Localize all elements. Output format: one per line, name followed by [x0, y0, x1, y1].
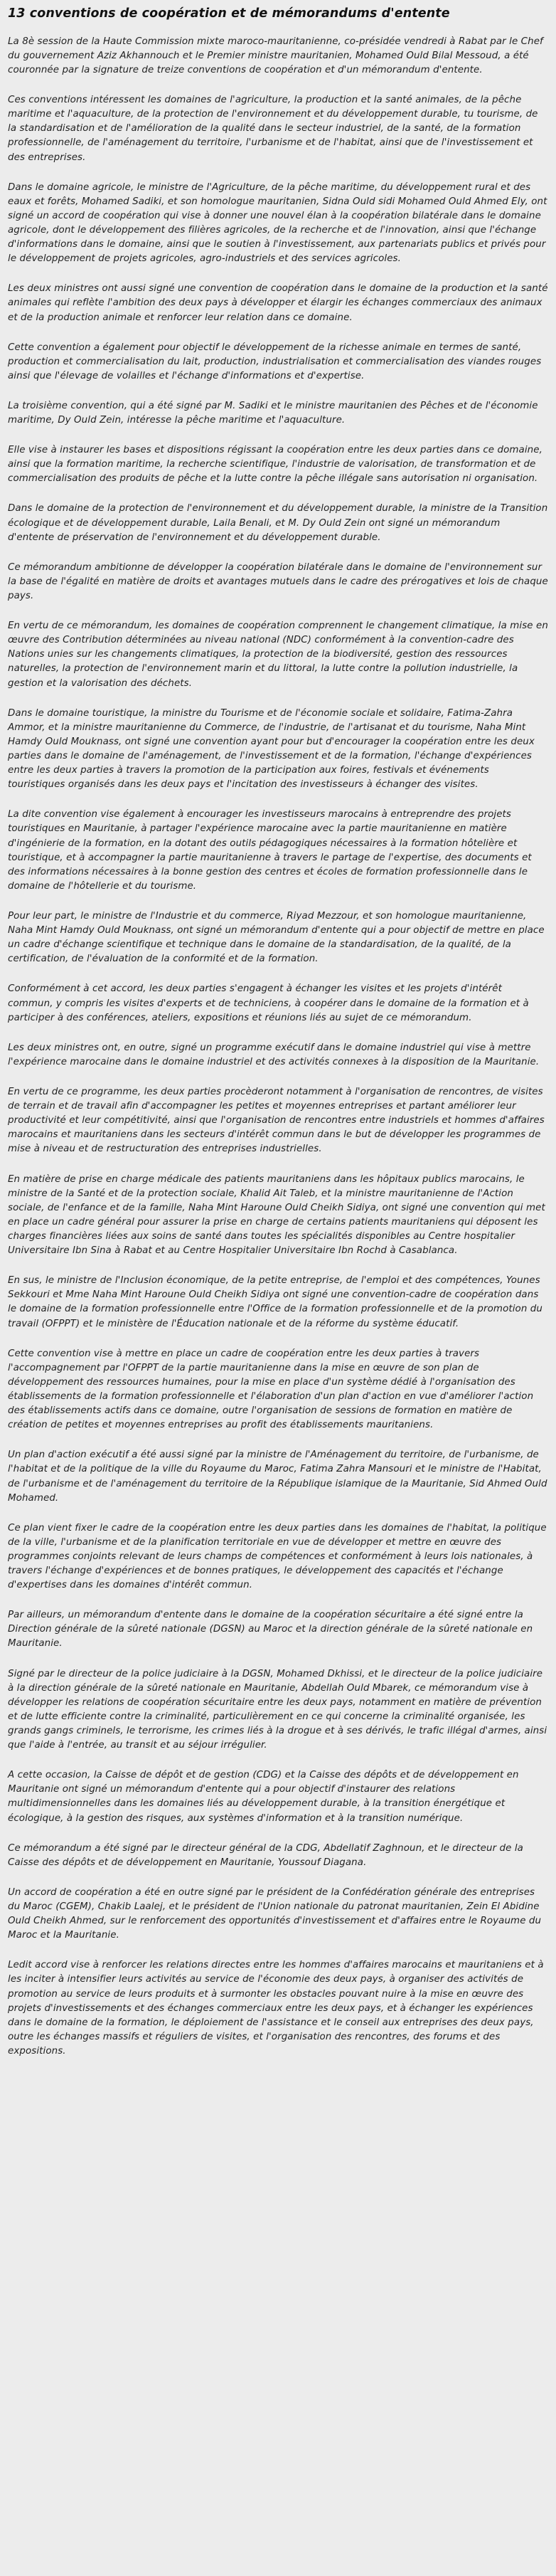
article-paragraph: Dans le domaine agricole, le ministre de l'Agriculture, de la pêche maritime, du développement rural et des eaux et forêts, Mohamed Sadiki, et son homologue mauritanien, Sidna Ould sidi Mohamed Ould Ahmed Ely, ont signé un accord de coopération qui vise à donner une nouvel élan à la coopération bilatérale dans le domaine agricole, dont le développement des filières agricoles, de la recherche et de l'innovation, ainsi que l'échange d'informations dans le domaine, ainsi que le soutien à l'investissement, aux partenariats publics et privés pour le développement de projets agricoles, agro-industriels et des services agricoles.	[8, 181, 547, 265]
article-paragraph: Ledit accord vise à renforcer les relations directes entre les hommes d'affaires marocains et mauritaniens et à les inciter à intensifier leurs activités au service de l'économie des deux pays, à organiser des activités de promotion au service de leurs produits et à surmonter les obstacles pouvant nuire à la mise en œuvre des projets d'investissements et des échanges commerciaux entre les deux pays, et à échanger les expériences dans le domaine de la formation, le déploiement de l'assistance et le conseil aux entreprises des deux pays, outre les échanges massifs et réguliers de visites, et l'organisation des rencontres, des forums et des expositions.	[8, 1960, 544, 2057]
article-paragraph: La dite convention vise également à encourager les investisseurs marocains à entreprendre des projets touristiques en Mauritanie, à partager l'expérience marocaine avec la partie mauritanienne en matière d'ingénierie de la formation, en la dotant des outils pédagogiques nécessaires à la formation hôtelière et touristique, et à accompagner la partie mauritanienne à travers le partage de l'expertise, des documents et des informations nécessaires à la bonne gestion des centres et écoles de formation professionnelle dans le domaine de l'hôtellerie et du tourisme.	[8, 809, 532, 892]
article	[8, 0, 548, 2059]
article-paragraph: En vertu de ce mémorandum, les domaines de coopération comprennent le changement climatique, la mise en œuvre des Contribution déterminées au niveau national (NDC) conformément à la convention-cadre des Nations unies sur les changements climatiques, la protection de la biodiversité, gestion des ressources naturelles, la protection de l'environnement marin et du littoral, la lutte contre la pollution industrielle, la gestion et la valorisation des déchets.	[8, 621, 548, 689]
article-body	[8, 35, 548, 2059]
article-paragraph: Ce plan vient fixer le cadre de la coopération entre les deux parties dans les domaines de l'habitat, la politique de la ville, l'urbanisme et de la planification territoriale en vue de développer et mettre en œuvre des programmes conjoints relevant de leurs champs de compétences et conformément à leurs lois nationales, à travers l'échange d'expériences et de bonnes pratiques, le développement des capacités et l'échange d'expertises dans les domaines d'intérêt commun.	[8, 1522, 547, 1591]
article-paragraph: En matière de prise en charge médicale des patients mauritaniens dans les hôpitaux publics marocains, le ministre de la Santé et de la protection sociale, Khalid Ait Taleb, et la ministre mauritanienne de l'Action sociale, de l'enfance et de la famille, Naha Mint Haroune Ould Cheikh Sidiya, ont signé une convention qui met en place un cadre général pour assurer la prise en charge de certains patients mauritaniens qui déposent les charges financières liées aux soins de santé dans toutes les spécialités disponibles au Centre hospitalier Universitaire Ibn Sina à Rabat et au Centre Hospitalier Universitaire Ibn Rochd à Casablanca.	[8, 1173, 545, 1257]
article-paragraph: Ces conventions intéressent les domaines de l'agriculture, la production et la santé animales, de la pêche maritime et l'aquaculture, de la protection de l'environnement et du développement durable, tu tourisme, de la standardisation et de l'amélioration de la qualité dans le secteur industriel, de la santé, de la formation professionnelle, de l'aménagement du territoire, l'urbanisme et de l'habitat, ainsi que de l'investissement et des entreprises.	[8, 95, 538, 163]
article-paragraph: En vertu de ce programme, les deux parties procèderont notamment à l'organisation de rencontres, de visites de terrain et de travail afin d'accompagner les petites et moyennes entreprises et partant améliorer leur productivité et leur compétitivité, ainsi que l'organisation de rencontres entre industriels et hommes d'affaires marocains et mauritaniens dans les secteurs d'intérêt commun dans le but de développer les programmes de mise à niveau et de restructuration des entreprises industrielles.	[8, 1086, 545, 1155]
article-paragraph: Elle vise à instaurer les bases et dispositions régissant la coopération entre les deux parties dans ce domaine, ainsi que la formation maritime, la recherche scientifique, l'industrie de valorisation, de transformation et de commercialisation des produits de pêche et la lutte contre la pêche illégale sans autorisation ni organisation.	[8, 445, 542, 485]
article-paragraph: Dans le domaine de la protection de l'environnement et du développement durable, la ministre de la Transition écologique et de développement durable, Laila Benali, et M. Dy Ould Zein ont signé un mémorandum d'entente de préservation de l'environnement et du développement durable.	[8, 503, 548, 543]
article-paragraph: Conformément à cet accord, les deux parties s'engagent à échanger les visites et les projets d'intérêt commun, y compris les visites d'experts et de techniciens, à coopérer dans le domaine de la formation et à participer à des conférences, ateliers, expositions et réunions liés au sujet de ce mémorandum.	[8, 983, 529, 1023]
article-paragraph: La troisième convention, qui a été signé par M. Sadiki et le ministre mauritanien des Pêches et de l'économie maritime, Dy Ould Zein, intéresse la pêche maritime et l'aquaculture.	[8, 400, 538, 426]
article-paragraph: Pour leur part, le ministre de l'Industrie et du commerce, Riyad Mezzour, et son homologue mauritanienne, Naha Mint Hamdy Ould Mouknass, ont signé un mémorandum d'entente qui a pour objectif de mettre en place un cadre d'échange scientifique et technique dans le domaine de la standardisation, de la qualité, de la certification, de l'évaluation de la conformité et de la formation.	[8, 911, 545, 965]
article-paragraph: Ce mémorandum ambitionne de développer la coopération bilatérale dans le domaine de l'environnement sur la base de l'égalité en matière de droits et avantages mutuels dans le cadre des prérogatives et lois de chaque pays.	[8, 561, 548, 602]
article-paragraph: Dans le domaine touristique, la ministre du Tourisme et de l'économie sociale et solidaire, Fatima-Zahra Ammor, et la ministre mauritanienne du Commerce, de l'industrie, de l'artisanat et du tourisme, Naha Mint Hamdy Ould Mouknass, ont signé une convention ayant pour but d'encourager la coopération entre les deux parties dans le domaine de l'aménagement, de l'investissement et de la formation, l'échange d'expériences entre les deux parties à travers la promotion de la participation aux foires, festivals et événements touristiques organisés dans les deux pays et l'incitation des investisseurs à échanger des visites.	[8, 707, 535, 791]
article-paragraph: Les deux ministres ont aussi signé une convention de coopération dans le domaine de la production et la santé animales qui reflète l'ambition des deux pays à développer et élargir les échanges commerciaux des animaux et de la production animale et renforcer leur relation dans ce domaine.	[8, 283, 548, 323]
article-paragraph: Cette convention vise à mettre en place un cadre de coopération entre les deux parties à travers l'accompagnement par l'OFPPT de la partie mauritanienne dans la mise en œuvre de son plan de développement des ressources humaines, pour la mise en place d'un système dédié à l'organisation des établissements de la formation professionnelle et l'élaboration d'un plan d'action en vue d'améliorer l'action des établissements actifs dans ce domaine, outre l'organisation de sessions de formation en matière de création de petites et moyennes entreprises au profit des établissements mauritaniens.	[8, 1348, 534, 1431]
article-paragraph: En sus, le ministre de l'Inclusion économique, de la petite entreprise, de l'emploi et des compétences, Younes Sekkouri et Mme Naha Mint Haroune Ould Cheikh Sidiya ont signé une convention-cadre de coopération dans le domaine de la formation professionnelle entre l'Office de la formation professionnelle et de la promotion du travail (OFPPT) et le ministère de l'Éducation nationale et de la réforme du système éducatif.	[8, 1275, 542, 1329]
article-paragraph: Un plan d'action exécutif a été aussi signé par la ministre de l'Aménagement du territoire, de l'urbanisme, de l'habitat et de la politique de la ville du Royaume du Maroc, Fatima Zahra Mansouri et le ministre de l'Habitat, de l'urbanisme et de l'aménagement du territoire de la République islamique de la Mauritanie, Sid Ahmed Ould Mohamed.	[8, 1450, 547, 1504]
article-paragraph: Ce mémorandum a été signé par le directeur général de la CDG, Abdellatif Zaghnoun, et le directeur de la Caisse des dépôts et de développement en Mauritanie, Youssouf Diagana.	[8, 1842, 523, 1868]
article-paragraph: Les deux ministres ont, en outre, signé un programme exécutif dans le domaine industriel qui vise à mettre l'expérience marocaine dans le domaine industriel et des activités connexes à la disposition de la Mauritanie.	[8, 1042, 540, 1067]
article-paragraph: Cette convention a également pour objectif le développement de la richesse animale en termes de santé, production et commercialisation du lait, production, industrialisation et commercialisation des viandes rouges ainsi que l'élevage de volailles et l'échange d'informations et d'expertise.	[8, 342, 542, 381]
article-paragraph: Par ailleurs, un mémorandum d'entente dans le domaine de la coopération sécuritaire a été signé entre la Direction générale de la sûreté nationale (DGSN) au Maroc et la direction générale de la sûreté nationale en Mauritanie.	[8, 1610, 533, 1649]
article-paragraph: La 8è session de la Haute Commission mixte maroco-mauritanienne, co-présidée vendredi à Rabat par le Chef du gouvernement Aziz Akhannouch et le Premier ministre mauritanien, Mohamed Ould Bilal Messoud, a été couronnée par la signature de treize conventions de coopération et d'un mémorandum d'entente.	[8, 36, 543, 75]
article-title: 13 conventions de coopération et de mémorandums d'entente	[8, 6, 450, 21]
article-paragraph: Signé par le directeur de la police judiciaire à la DGSN, Mohamed Dkhissi, et le directeur de la police judiciaire à la direction générale de la sûreté nationale en Mauritanie, Abdellah Ould Mbarek, ce mémorandum vise à développer les relations de coopération sécuritaire entre les deux pays, notamment en matière de prévention et de lutte efficiente contre la criminalité, particulièrement en ce qui concerne la criminalité organisée, les grands gangs criminels, le terrorisme, les crimes liés à la drogue et à ses dérivés, le trafic illégal d'armes, ainsi que l'aide à l'entrée, au transit et au séjour irrégulier.	[8, 1668, 547, 1751]
article-paragraph: A cette occasion, la Caisse de dépôt et de gestion (CDG) et la Caisse des dépôts et de développement en Mauritanie ont signé un mémorandum d'entente qui a pour objectif d'instaurer des relations multidimensionnelles dans les domaines liés au développement durable, à la transition énergétique et écologique, à la gestion des risques, aux systèmes d'information et à la transition numérique.	[8, 1770, 519, 1824]
article-paragraph: Un accord de coopération a été en outre signé par le président de la Confédération générale des entreprises du Maroc (CGEM), Chakib Laalej, et le président de l'Union nationale du patronat mauritanien, Zein El Abidine Ould Cheikh Ahmed, sur le renforcement des opportunités d'investissement et d'affaires entre le Royaume du Maroc et la Mauritanie.	[8, 1886, 542, 1941]
